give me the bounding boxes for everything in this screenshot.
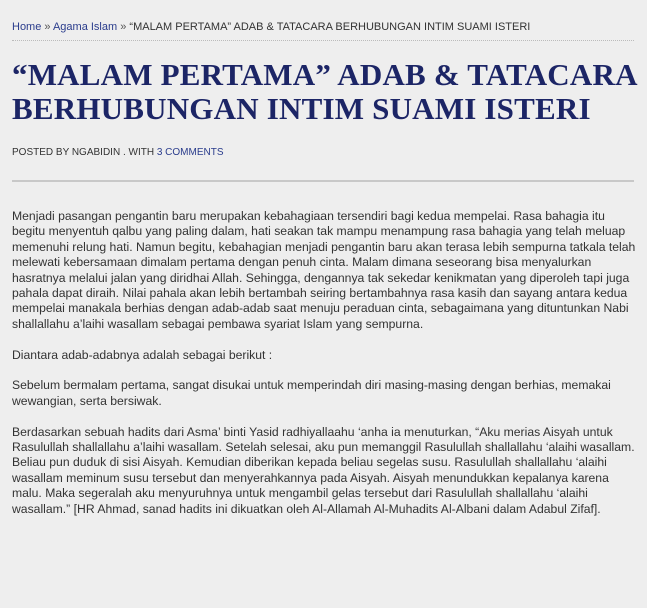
breadcrumb <box>12 20 634 41</box>
post-header-divider <box>12 180 634 182</box>
post-author: POSTED BY NGABIDIN . WITH <box>12 147 157 158</box>
post-title: “MALAM PERTAMA” ADAB & TATACARA BERHUBUNGAN INTIM SUAMI ISTERI <box>12 57 636 126</box>
breadcrumb-category-link[interactable]: Agama Islam <box>52 21 118 33</box>
breadcrumb-current: “MALAM PERTAMA” ADAB & TATACARA BERHUBUNGAN INTIM SUAMI ISTERI <box>129 21 531 33</box>
comments-link[interactable]: 3 COMMENTS <box>156 147 224 158</box>
post-paragraph: Menjadi pasangan pengantin baru merupakan kebahagiaan tersendiri bagi kedua mempelai. Rasa bahagia itu begitu menyentuh qalbu yang paling dalam, hati seakan tak mampu menampung rasa bahagia yang telah meluap memenuhi relung hati. Namun begitu, kebahagian menjadi pengantin baru akan terasa lebih sempurna tatkala telah melewati kebersamaan dimalam pertama dengan penuh cinta. Malam dimana seseorang bisa menyalurkan hasratnya melalui jalan yang diridhai Allah. Sehingga, dengannya tak sekedar kenikmatan yang diperoleh tapi juga pahala dapat diraih. Nilai pahala akan lebih bertambah seiring bertambahnya rasa kasih dan sayang antara kedua mempelai manakala berhias dengan adab-adab saat menuju peraduan cinta, sebagaimana yang dituntunkan Nabi shallallahu a’laihi wasallam sebagai pembawa syariat Islam yang sempurna. <box>12 209 636 331</box>
breadcrumb-separator: » <box>41 21 53 33</box>
post-meta <box>12 147 224 159</box>
breadcrumb-home-link[interactable]: Home <box>12 21 42 33</box>
post-paragraph: Berdasarkan sebuah hadits dari Asma’ binti Yasid radhiyallaahu ‘anha ia menuturkan, “Aku merias Aisyah untuk Rasulullah shallallahu a’laihi wasallam. Setelah selesai, aku pun memanggil Rasulullah shallallahu ‘alaihi wasallam. Beliau pun duduk di sisi Aisyah. Kemudian diberikan kepada beliau segelas susu. Rasulullah shallallahu ‘alaihi wasallam meminum susu tersebut dan menyerahkannya pada Aisyah. Aisyah menundukkan kepalanya karena malu. Maka segeralah aku menyuruhnya untuk mengambil gelas tersebut dari Rasulullah shallallahu ‘alaihi wasallam.” [HR Ahmad, sanad hadits ini dikuatkan oleh Al-Allamah Al-Muhadits Al-Albani dalam Adabul Zifaf]. <box>12 424 635 516</box>
post-content <box>12 209 637 532</box>
breadcrumb-divider <box>12 40 634 41</box>
post-paragraph: Sebelum bermalam pertama, sangat disukai untuk memperindah diri masing-masing dengan berhias, memakai wewangian, serta bersiwak. <box>12 378 611 408</box>
breadcrumb-separator: » <box>117 21 130 33</box>
post-paragraph: Diantara adab-adabnya adalah sebagai berikut : <box>12 347 273 362</box>
